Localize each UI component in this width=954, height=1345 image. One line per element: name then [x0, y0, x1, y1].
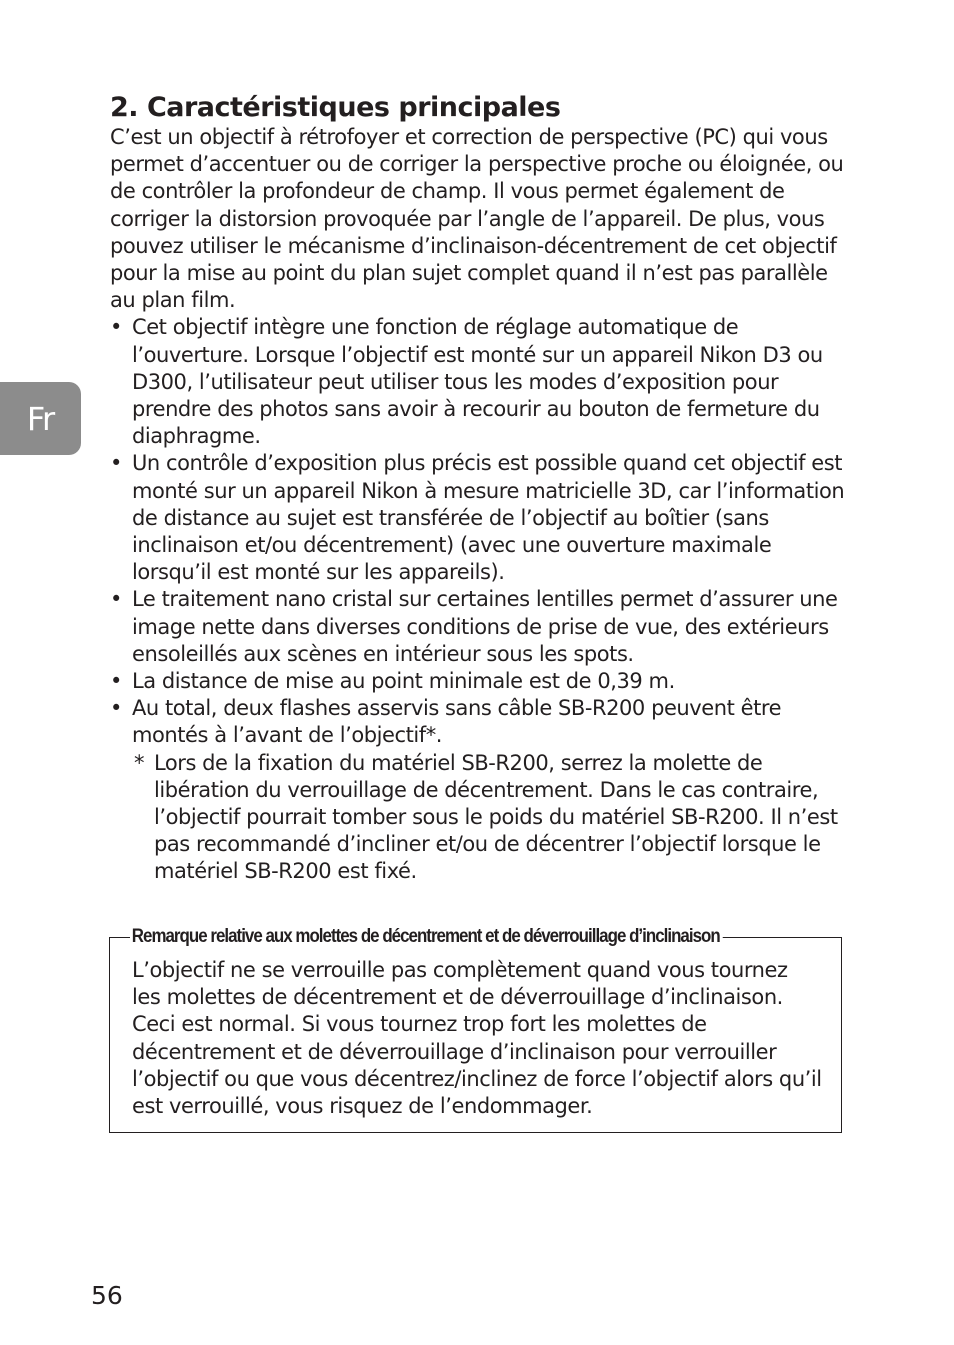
remark-text: L’objectif ne se verrouille pas complètement quand vous tournez les molettes de décentrement et de déverrouillage d’inclinaison. Ceci est normal. Si vous tournez trop fort les molettes de décentrement et de déverrouillage d’inclinaison pour verrouiller l’objectif ou que vous décentrez/inclinez de force l’objectif alors qu’il est verrouillé, vous risquez de l’endommager.: [132, 958, 822, 1119]
list-item: [110, 695, 850, 749]
feature-list: [110, 314, 850, 749]
page-number: 56: [91, 1281, 123, 1310]
list-item: [110, 314, 850, 450]
remark-box: [109, 926, 842, 1133]
list-item-text: Cet objectif intègre une fonction de réglage automatique de l’ouverture. Lorsque l’objectif est monté sur un appareil Nikon D3 ou D300, l’utilisateur peut utiliser tous les modes d’exposition pour prendre des photos sans avoir à recourir au bouton de fermeture du diaphragme.: [132, 315, 823, 449]
bullet-icon: •: [110, 696, 122, 721]
bullet-icon: •: [110, 451, 122, 476]
remark-title: Remarque relative aux molettes de décentrement et de déverrouillage d’inclinaison: [130, 925, 722, 949]
footnote-marker: *: [134, 750, 145, 775]
language-tab-label: Fr: [26, 399, 55, 438]
list-item: [110, 450, 850, 586]
footnote: [110, 750, 850, 886]
section-title: 2. Caractéristiques principales: [110, 92, 561, 123]
list-item-text: La distance de mise au point minimale est de 0,39 m.: [132, 669, 675, 694]
footnote-text: Lors de la fixation du matériel SB-R200, serrez la molette de libération du verrouillage de décentrement. Dans le cas contraire, l’objectif pourrait tomber sous le poids du matériel SB-R200. Il n’est pas recommandé d’incliner et/ou de décentrer l’objectif lorsque le matériel SB-R200 est fixé.: [154, 750, 838, 884]
list-item-text: Le traitement nano cristal sur certaines lentilles permet d’assurer une image nette dans diverses conditions de prise de vue, des extérieurs ensoleillés aux scènes en intérieur sous les spots.: [132, 587, 838, 666]
language-tab: [0, 382, 81, 455]
intro-paragraph: C’est un objectif à rétrofoyer et correction de perspective (PC) qui vous permet d’accentuer ou de corriger la perspective proche ou éloignée, ou de contrôler la profondeur de champ. Il vous permet également de corriger la distorsion provoquée par l’angle de l’appareil. De plus, vous pouvez utiliser le mécanisme d’inclinaison-décentrement de cet objectif pour la mise au point du plan sujet complet quand il n’est pas parallèle au plan film.: [110, 125, 844, 313]
section-body: [110, 124, 850, 886]
list-item: [110, 586, 850, 668]
bullet-icon: •: [110, 669, 122, 694]
bullet-icon: •: [110, 587, 122, 612]
list-item-text: Au total, deux flashes asservis sans câble SB-R200 peuvent être montés à l’avant de l’objectif*.: [132, 696, 782, 748]
list-item: [110, 668, 850, 695]
bullet-icon: •: [110, 315, 122, 340]
list-item-text: Un contrôle d’exposition plus précis est possible quand cet objectif est monté sur un appareil Nikon à mesure matricielle 3D, car l’information de distance au sujet est transférée de l’objectif au boîtier (sans inclinaison et/ou décentrement) (avec une ouverture maximale lorsqu’il est monté sur les appareils).: [132, 451, 845, 585]
